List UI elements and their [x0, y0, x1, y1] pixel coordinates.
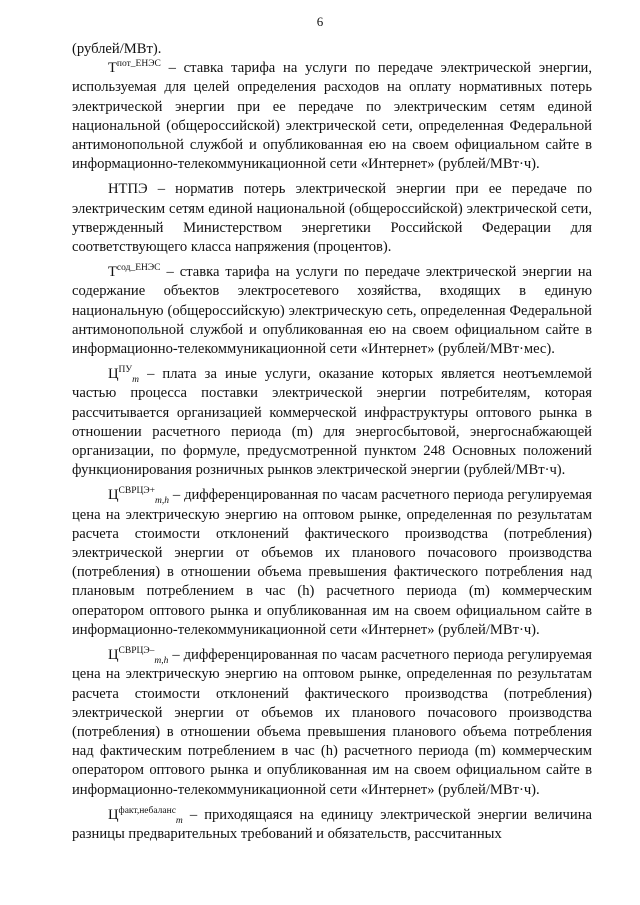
formula-subscript: m,h — [154, 656, 169, 666]
formula-symbol: $Т^{сод\_ЕНЭС}$ — [108, 263, 161, 281]
formula-superscript: сод_ЕНЭС — [116, 263, 161, 274]
formula-superscript: СВРЦЭ– — [118, 646, 155, 657]
formula-superscript: СВРЦЭ+ — [118, 486, 155, 497]
formula-subscript: m — [175, 815, 183, 826]
paragraph-unit-continuation: (рублей/МВт). — [72, 41, 162, 57]
paragraph-t-pot-enes — [72, 59, 592, 174]
formula-superscript: факт,небаланс — [118, 805, 176, 816]
definition-text: – ставка тарифа на услуги по передаче электрической энергии на содержание объектов электросетевого хозяйства, входящих в единую национальную (общероссийскую) электрическую сеть, определенная Федеральной антимонопольной службой и опубликованная ею на своем официальном сайте в информационно-телекоммуникационной сети «Интернет» (рублей/МВт·мес). — [72, 264, 592, 358]
formula-superscript: пот_ЕНЭС — [116, 59, 161, 70]
document-body — [72, 40, 592, 844]
definition-text: – плата за иные услуги, оказание которых является неотъемлемой частью процесса поставки электрической энергии потребителям, которая рассчитывается организацией коммерческой инфраструктуры оптового рынка в отношении расчетного периода (m) для энергосбытовой, энергоснабжающей организации, по формуле, предусмотренной пунктом 248 Основных положений функционирования розничных рынков электрической энергии (рублей/МВт·ч). — [72, 366, 592, 479]
paragraph-c-fakt-nebalans — [72, 806, 592, 844]
formula-superscript: ПУ — [118, 365, 133, 376]
definition-text: – дифференцированная по часам расчетного периода регулируемая цена на электрическую энергию на оптовом рынке, определенная по результатам расчета стоимости отклонений фактического производства (потребления) электрической энергии от объемов их планового почасового производства (потребления) в отношении объема превышения фактического потребления над плановым потреблением в час (h) расчетного периода (m) коммерческим оператором оптового рынка и опубликованная им на своем официальном сайте в информационно-телекоммуникационной сети «Интернет» (рублей/МВт·ч). — [72, 487, 592, 638]
formula-symbol: $Ц^{СВРЦЭ+}_{m,h}$ — [108, 486, 169, 507]
formula-symbol: $Ц^{факт,небаланс}_m$ — [108, 805, 183, 826]
page-number: 6 — [316, 14, 324, 29]
formula-symbol: $Т^{пот\_ЕНЭС}$ — [108, 59, 161, 77]
formula-symbol: $Ц^{СВРЦЭ-}_{m,h}$ — [108, 646, 169, 666]
formula-subscript: m,h — [155, 496, 169, 507]
formula-subscript: m — [132, 375, 140, 386]
paragraph-c-svrce-minus — [72, 646, 592, 800]
paragraph-c-svrce-plus — [72, 486, 592, 640]
paragraph-ntpe: НТПЭ – норматив потерь электрической энергии при ее передаче по электрическим сетям единой национальной (общероссийской) электрической сети, утвержденный Министерством энергетики Российской Федерации для соответствующего класса напряжения (процентов). — [72, 181, 592, 256]
formula-symbol: $Ц^{ПУ}_m$ — [108, 365, 140, 386]
definition-text: – дифференцированная по часам расчетного периода регулируемая цена на электрическую энергию на оптовом рынке, определенная по результатам расчета стоимости отклонений фактического производства (потребления) электрической энергии от объемов их планового почасового производства (потребления) в отношении объема превышения планового объема потребления над фактическим потреблением в час (h) расчетного периода (m) коммерческим оператором оптового рынка и опубликованная им на своем официальном сайте в информационно-телекоммуникационной сети «Интернет» (рублей/МВт·ч). — [72, 647, 592, 798]
definition-text: – ставка тарифа на услуги по передаче электрической энергии, используемая для целей определения расходов на оплату нормативных потерь электрической энергии при ее передаче по электрическим сетям единой национальной (общероссийской) электрической сети, определенная Федеральной антимонопольной службой и опубликованная ею на своем официальном сайте в информационно-телекоммуникационной сети «Интернет» (рублей/МВт·ч). — [72, 60, 592, 173]
definition-text: – приходящаяся на единицу электрической энергии величина разницы предварительных требований и обязательств, рассчитанных — [72, 806, 592, 842]
paragraph-t-sod-enes — [72, 263, 592, 359]
paragraph-c-pu — [72, 365, 592, 480]
